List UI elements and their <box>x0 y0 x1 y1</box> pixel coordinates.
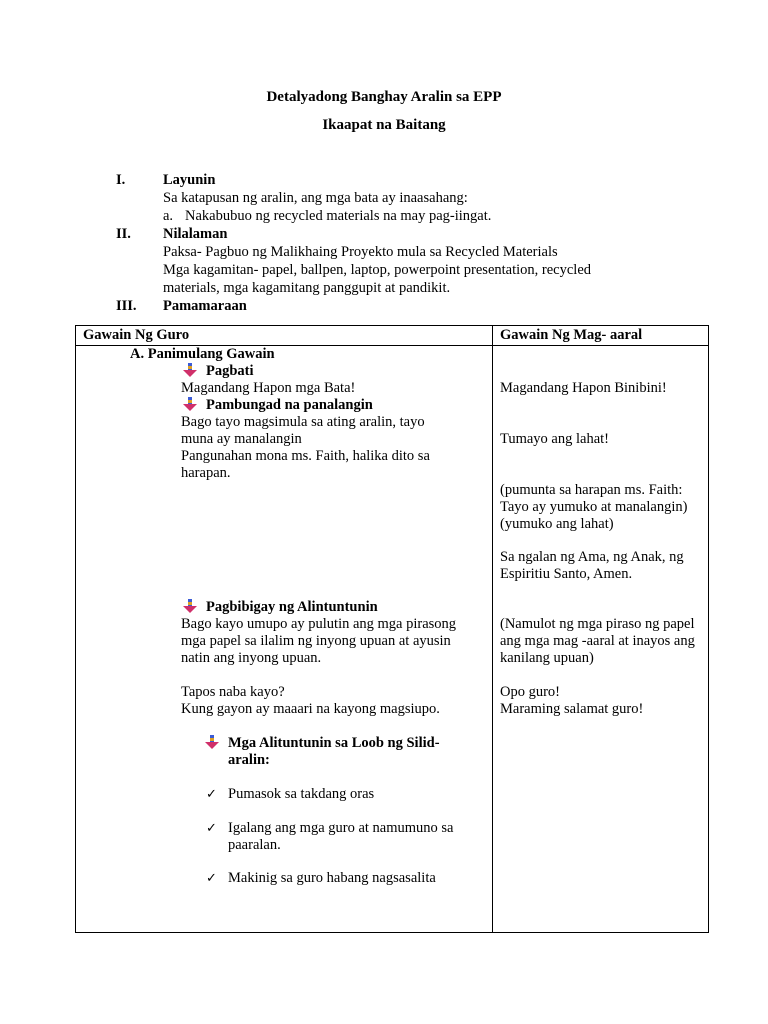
rule-check-item: ✓ Igalang ang mga guro at namumuno sa <box>206 820 454 836</box>
table-body-row <box>76 346 709 933</box>
teacher-activity-cell <box>76 346 493 933</box>
student-activity-cell <box>493 346 709 933</box>
teacher-greeting: Magandang Hapon mga Bata! <box>181 380 356 396</box>
classroom-rules-heading-cont: aralin: <box>228 752 270 768</box>
teacher-column-header: Gawain Ng Guro <box>76 326 493 346</box>
section-numeral: II. <box>116 226 131 242</box>
rule-check-item: ✓ Pumasok sa takdang oras <box>206 786 375 802</box>
student-faith-line-3: (yumuko ang lahat) <box>500 516 614 532</box>
checkmark-icon: ✓ <box>206 821 217 836</box>
rule-line-2: mga papel sa ilalim ng inyong upuan at ayusin <box>181 633 451 649</box>
student-opo: Opo guro! <box>500 684 561 700</box>
section-numeral: III. <box>116 298 137 314</box>
section-heading: Nilalaman <box>163 226 228 242</box>
prayer-line-3: Pangunahan mona ms. Faith, halika dito sa <box>181 448 430 464</box>
sit-down-line: Kung gayon ay maaari na kayong magsiupo. <box>181 701 440 717</box>
pagbati-heading: Pagbati <box>182 363 254 380</box>
objective-item-label: a. <box>163 208 174 224</box>
student-thanks: Maraming salamat guro! <box>500 701 644 717</box>
arrow-bullet-icon <box>204 735 220 749</box>
procedure-table <box>75 325 709 933</box>
student-faith-line-2: Tayo ay yumuko at manalangin) <box>500 499 688 515</box>
table-header-row <box>76 326 709 346</box>
student-pick-line-3: kanilang upuan) <box>500 650 594 666</box>
section-numeral: I. <box>116 172 126 188</box>
prayer-line-1: Bago tayo magsimula sa ating aralin, tayo <box>181 414 425 430</box>
student-pick-line-1: (Namulot ng mga piraso ng papel <box>500 616 695 632</box>
checkmark-icon: ✓ <box>206 787 217 802</box>
content-materials: Mga kagamitan- papel, ballpen, laptop, powerpoint presentation, recycled <box>163 262 592 278</box>
arrow-bullet-icon <box>182 397 198 411</box>
student-stand: Tumayo ang lahat! <box>500 431 610 447</box>
objective-item <box>163 208 491 225</box>
arrow-bullet-icon <box>182 599 198 613</box>
rule-check-item: ✓ Makinig sa guro habang nagsasalita <box>206 870 436 886</box>
pambungad-heading: Pambungad na panalangin <box>182 397 373 414</box>
rule-check-item-cont: paaralan. <box>228 837 281 853</box>
student-column-header: Gawain Ng Mag- aaral <box>493 326 709 346</box>
student-sign-line-1: Sa ngalan ng Ama, ng Anak, ng <box>500 549 684 565</box>
done-question: Tapos naba kayo? <box>181 684 285 700</box>
content-materials-cont: materials, mga kagamitang panggupit at pandikit. <box>163 280 451 296</box>
alintuntunin-heading: Pagbibigay ng Alintuntunin <box>182 599 378 616</box>
checkmark-icon: ✓ <box>206 871 217 886</box>
objective-intro: Sa katapusan ng aralin, ang mga bata ay inaasahang: <box>163 190 468 206</box>
arrow-bullet-icon <box>182 363 198 377</box>
part-a-heading: A. Panimulang Gawain <box>130 346 275 362</box>
section-heading: Pamamaraan <box>163 298 247 314</box>
classroom-rules-heading: Mga Alituntunin sa Loob ng Silid- <box>204 735 440 752</box>
prayer-line-4: harapan. <box>181 465 231 481</box>
objective-item-text: Nakabubuo ng recycled materials na may pag-iingat. <box>185 208 492 224</box>
rule-line-3: natin ang inyong upuan. <box>181 650 322 666</box>
rule-line-1: Bago kayo umupo ay pulutin ang mga pirasong <box>181 616 457 632</box>
student-faith-line-1: (pumunta sa harapan ms. Faith: <box>500 482 683 498</box>
section-heading: Layunin <box>163 172 216 188</box>
student-greeting: Magandang Hapon Binibini! <box>500 380 667 396</box>
document-title: Detalyadong Banghay Aralin sa EPP <box>266 89 502 105</box>
content-topic: Paksa- Pagbuo ng Malikhaing Proyekto mula sa Recycled Materials <box>163 244 558 260</box>
student-sign-line-2: Espiritiu Santo, Amen. <box>500 566 633 582</box>
student-pick-line-2: ang mga mag -aaral at inayos ang <box>500 633 695 649</box>
document-subtitle: Ikaapat na Baitang <box>322 117 446 133</box>
prayer-line-2: muna ay manalangin <box>181 431 302 447</box>
